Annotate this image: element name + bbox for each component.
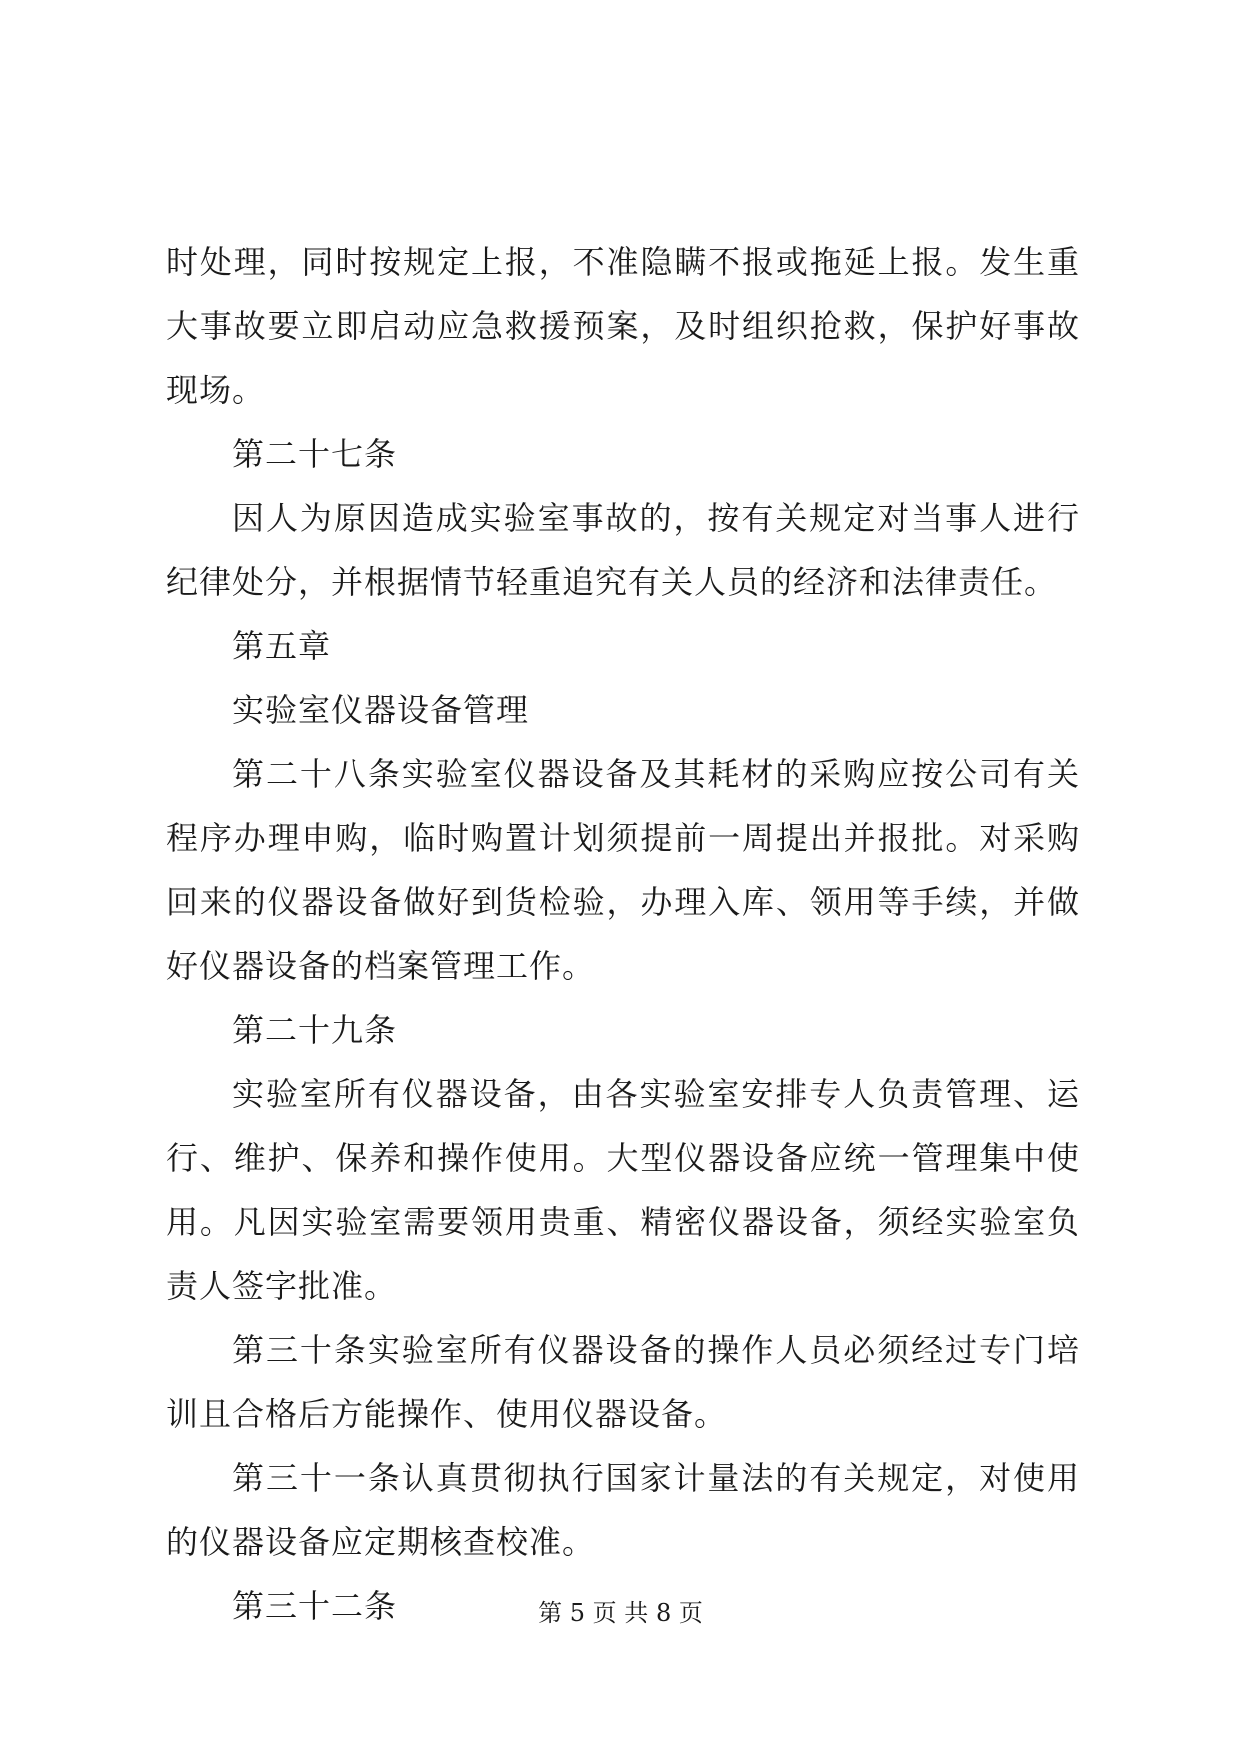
article-29-body: 实验室所有仪器设备，由各实验室安排专人负责管理、运行、维护、保养和操作使用。大型仪器设备应统一管理集中使用。凡因实验室需要领用贵重、精密仪器设备，须经实验室负责人签字批准。 xyxy=(166,1075,1080,1305)
paragraph-continuation: 时处理，同时按规定上报，不准隐瞒不报或拖延上报。发生重大事故要立即启动应急救援预案，及时组织抢救，保护好事故现场。 xyxy=(166,243,1080,409)
chapter-5-heading: 第五章 xyxy=(232,627,332,665)
page-number-footer: 第 5 页 共 8 页 xyxy=(538,1599,703,1627)
article-27-body: 因人为原因造成实验室事故的，按有关规定对当事人进行纪律处分，并根据情节轻重追究有关人员的经济和法律责任。 xyxy=(166,499,1080,601)
chapter-5-title: 实验室仪器设备管理 xyxy=(232,691,530,729)
article-29-heading: 第二十九条 xyxy=(232,1011,398,1049)
article-27-heading: 第二十七条 xyxy=(232,435,398,473)
document-body xyxy=(166,230,1080,1638)
article-31: 第三十一条认真贯彻执行国家计量法的有关规定，对使用的仪器设备应定期核查校准。 xyxy=(166,1459,1080,1561)
article-32-heading: 第三十二条 xyxy=(232,1587,398,1625)
article-28: 第二十八条实验室仪器设备及其耗材的采购应按公司有关程序办理申购，临时购置计划须提前一周提出并报批。对采购回来的仪器设备做好到货检验，办理入库、领用等手续，并做好仪器设备的档案管理工作。 xyxy=(166,755,1080,985)
article-30: 第三十条实验室所有仪器设备的操作人员必须经过专门培训且合格后方能操作、使用仪器设备。 xyxy=(166,1331,1080,1433)
